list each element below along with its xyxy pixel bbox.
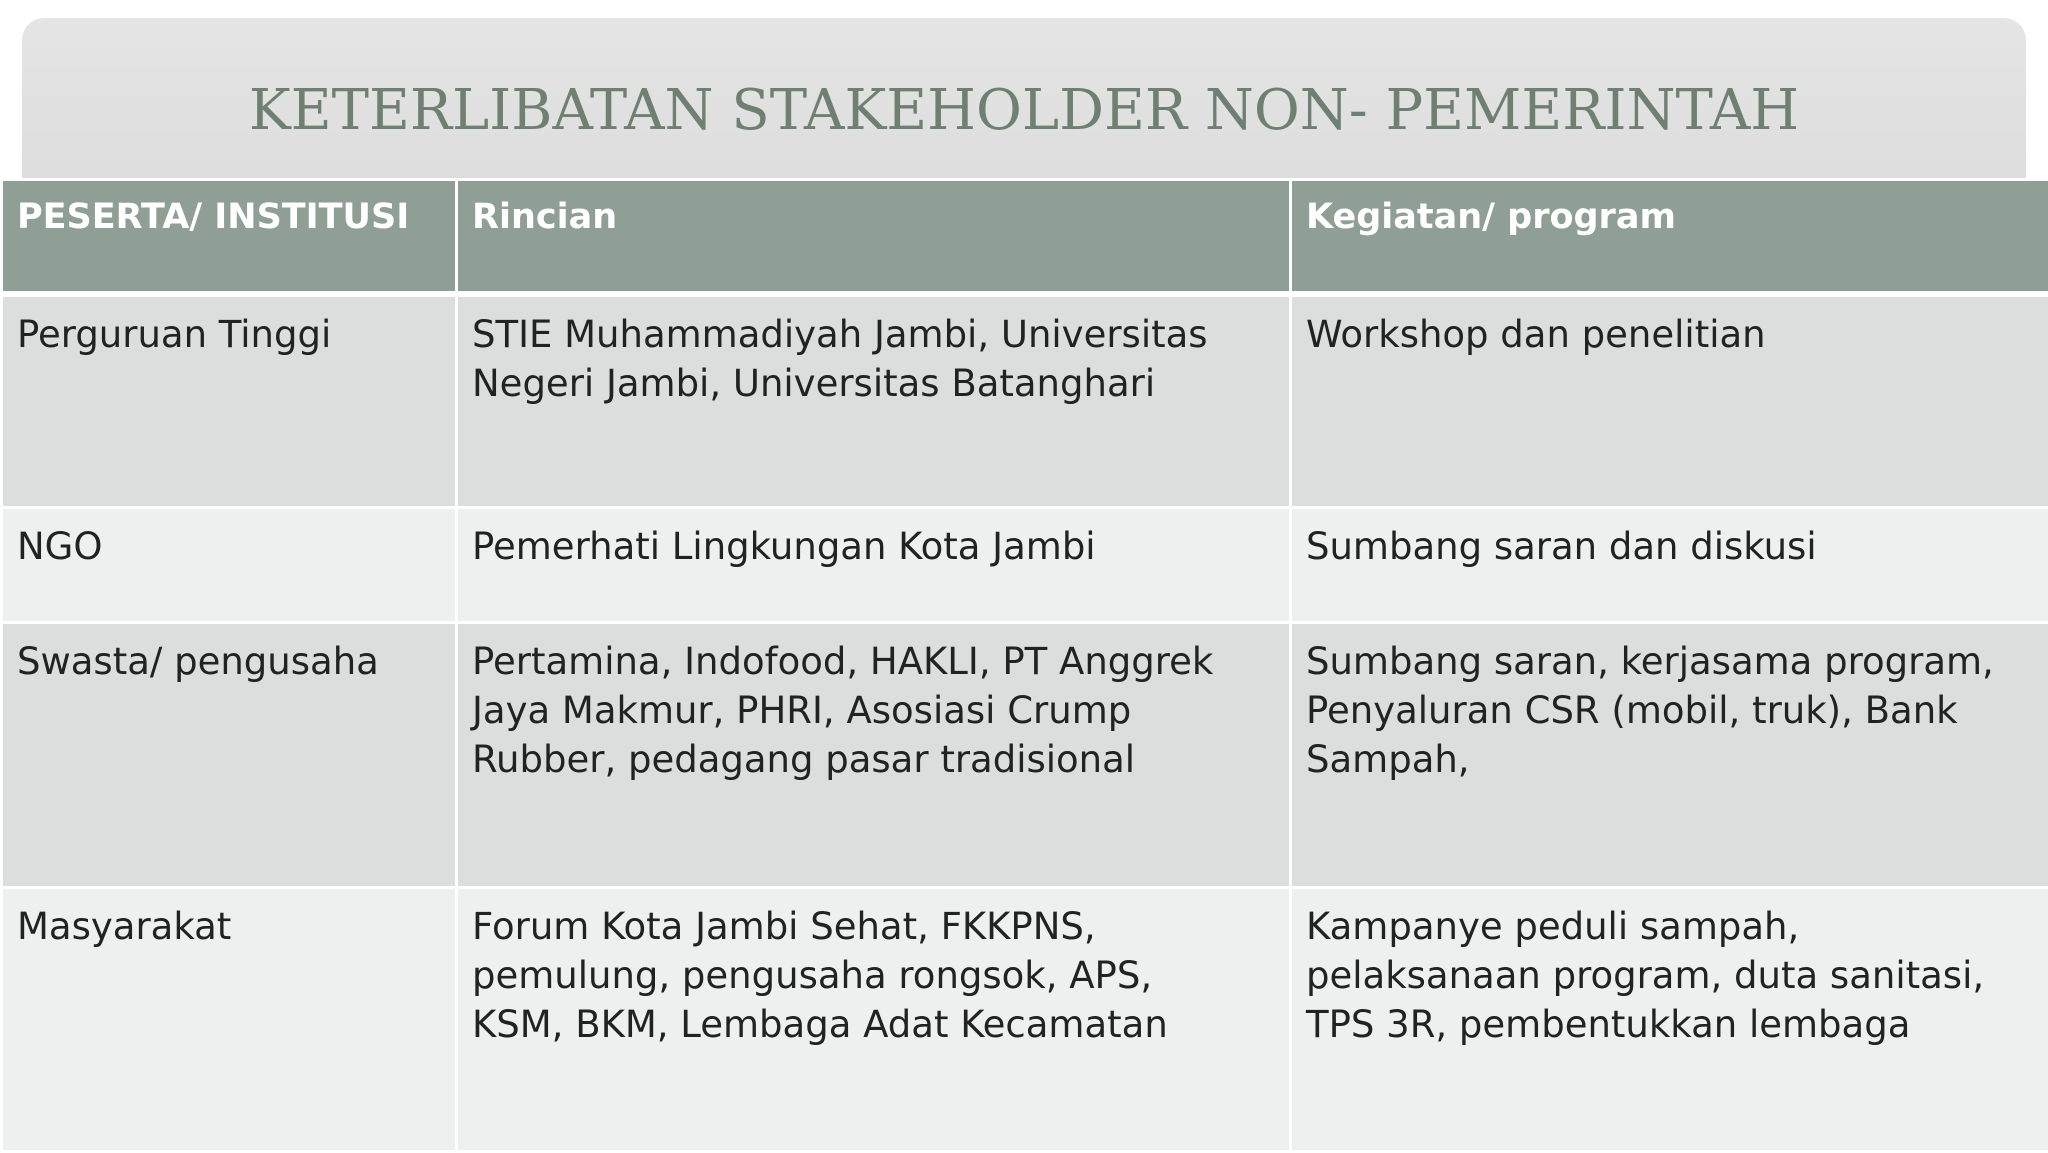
stakeholder-table (0, 178, 2048, 1153)
cell-rincian (457, 888, 1291, 1152)
header-peserta-institusi: PESERTA/ INSTITUSI (2, 180, 457, 294)
cell-kegiatan (1291, 508, 2048, 623)
cell-peserta (2, 294, 457, 508)
cell-line: Workshop dan penelitian (1306, 310, 2034, 359)
cell-line: Pemerhati Lingkungan Kota Jambi (472, 522, 1275, 571)
cell-line: Penyaluran CSR (mobil, truk), Bank (1306, 686, 2034, 735)
cell-text: Perguruan Tinggi (17, 313, 331, 356)
cell-line: Sumbang saran, kerjasama program, (1306, 637, 2034, 686)
cell-line: Sumbang saran dan diskusi (1306, 522, 2034, 571)
header-rincian: Rincian (457, 180, 1291, 294)
cell-line: Rubber, pedagang pasar tradisional (472, 735, 1275, 784)
table-row (2, 623, 2048, 888)
cell-line: STIE Muhammadiyah Jambi, Universitas (472, 310, 1275, 359)
table-row (2, 888, 2048, 1152)
cell-line: TPS 3R, pembentukkan lembaga (1306, 1000, 2034, 1049)
cell-rincian (457, 508, 1291, 623)
cell-text: Swasta/ pengusaha (17, 640, 379, 683)
cell-peserta (2, 623, 457, 888)
cell-line: Kampanye peduli sampah, (1306, 902, 2034, 951)
cell-line: Negeri Jambi, Universitas Batanghari (472, 359, 1275, 408)
cell-peserta (2, 508, 457, 623)
cell-line: Pertamina, Indofood, HAKLI, PT Anggrek (472, 637, 1275, 686)
cell-rincian (457, 294, 1291, 508)
table-header-row (2, 180, 2048, 294)
cell-line: pelaksanaan program, duta sanitasi, (1306, 951, 2034, 1000)
cell-line: Forum Kota Jambi Sehat, FKKPNS, (472, 902, 1275, 951)
cell-line: Sampah, (1306, 735, 2034, 784)
cell-peserta (2, 888, 457, 1152)
cell-text: Masyarakat (17, 905, 231, 948)
cell-kegiatan (1291, 888, 2048, 1152)
table-row (2, 508, 2048, 623)
header-kegiatan-program: Kegiatan/ program (1291, 180, 2048, 294)
cell-rincian (457, 623, 1291, 888)
table-row (2, 294, 2048, 508)
slide-title: KETERLIBATAN STAKEHOLDER NON- PEMERINTAH (22, 83, 2026, 139)
cell-line: Jaya Makmur, PHRI, Asosiasi Crump (472, 686, 1275, 735)
title-banner (22, 18, 2026, 188)
cell-text: NGO (17, 525, 102, 568)
cell-line: KSM, BKM, Lembaga Adat Kecamatan (472, 1000, 1275, 1049)
cell-kegiatan (1291, 623, 2048, 888)
cell-kegiatan (1291, 294, 2048, 508)
cell-line: pemulung, pengusaha rongsok, APS, (472, 951, 1275, 1000)
